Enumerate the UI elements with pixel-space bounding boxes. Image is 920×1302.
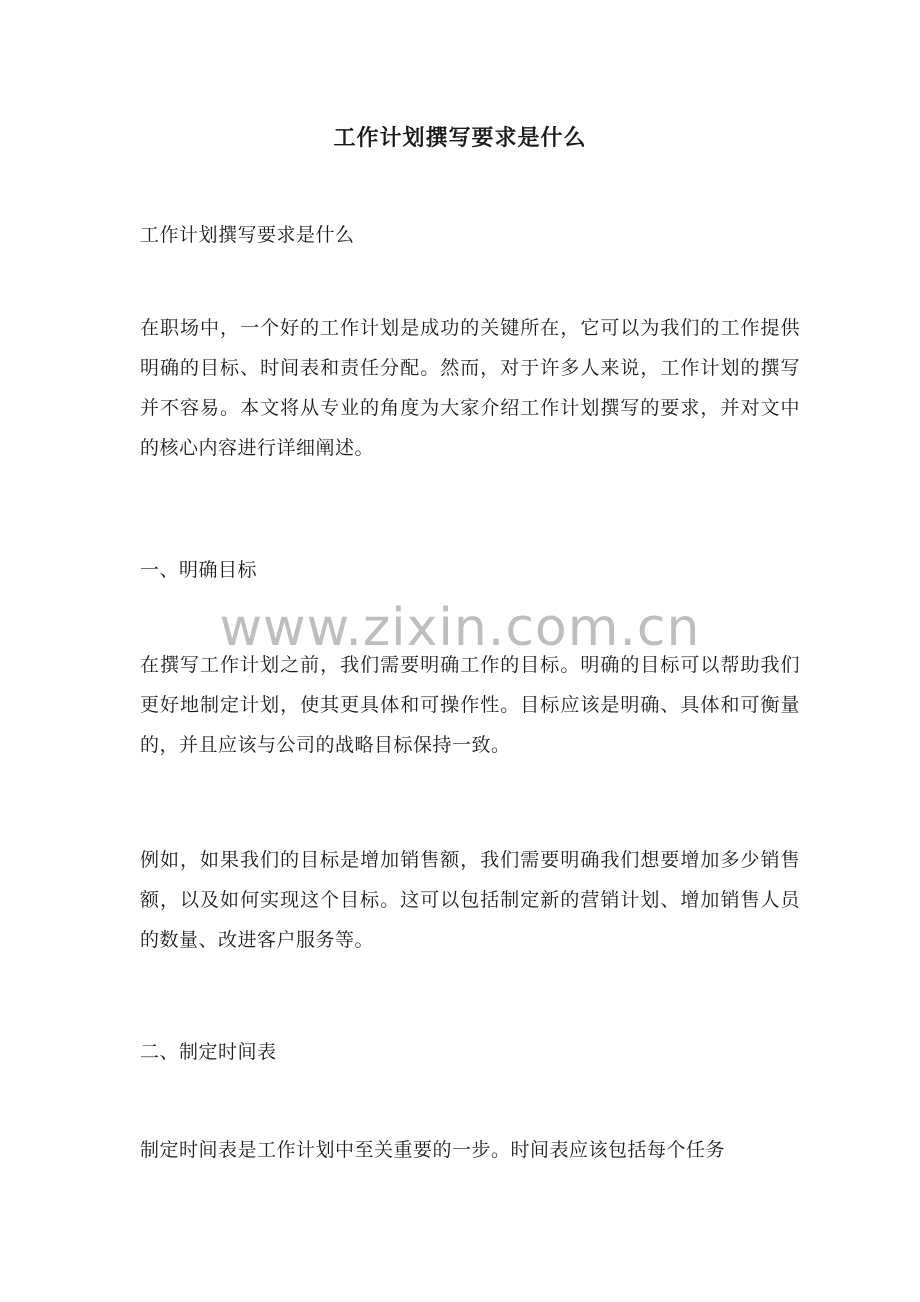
document-subtitle: 工作计划撰写要求是什么 xyxy=(140,224,355,246)
schedule-paragraph-1: 制定时间表是工作计划中至关重要的一步。时间表应该包括每个任务 xyxy=(140,1139,726,1161)
goals-paragraph-2: 例如，如果我们的目标是增加销售额，我们需要明确我们想要增加多少销售额，以及如何实现这个目标。这可以包括制定新的营销计划、增加销售人员的数量、改进客户服务等。 xyxy=(140,849,800,951)
goals-paragraph-1: 在撰写工作计划之前，我们需要明确工作的目标。明确的目标可以帮助我们更好地制定计划，使其更具体和可操作性。目标应该是明确、具体和可衡量的，并且应该与公司的战略目标保持一致。 xyxy=(140,654,800,756)
document-title: 工作计划撰写要求是什么 xyxy=(333,125,587,151)
section-heading-schedule: 二、制定时间表 xyxy=(140,1041,277,1063)
section-heading-goals: 一、明确目标 xyxy=(140,559,258,581)
watermark-logo: www.zixin.com.cn xyxy=(219,598,701,658)
intro-paragraph: 在职场中，一个好的工作计划是成功的关键所在，它可以为我们的工作提供明确的目标、时间表和责任分配。然而，对于许多人来说，工作计划的撰写并不容易。本文将从专业的角度为大家介绍工作计划撰写的要求，并对文中的核心内容进行详细阐述。 xyxy=(140,317,800,459)
